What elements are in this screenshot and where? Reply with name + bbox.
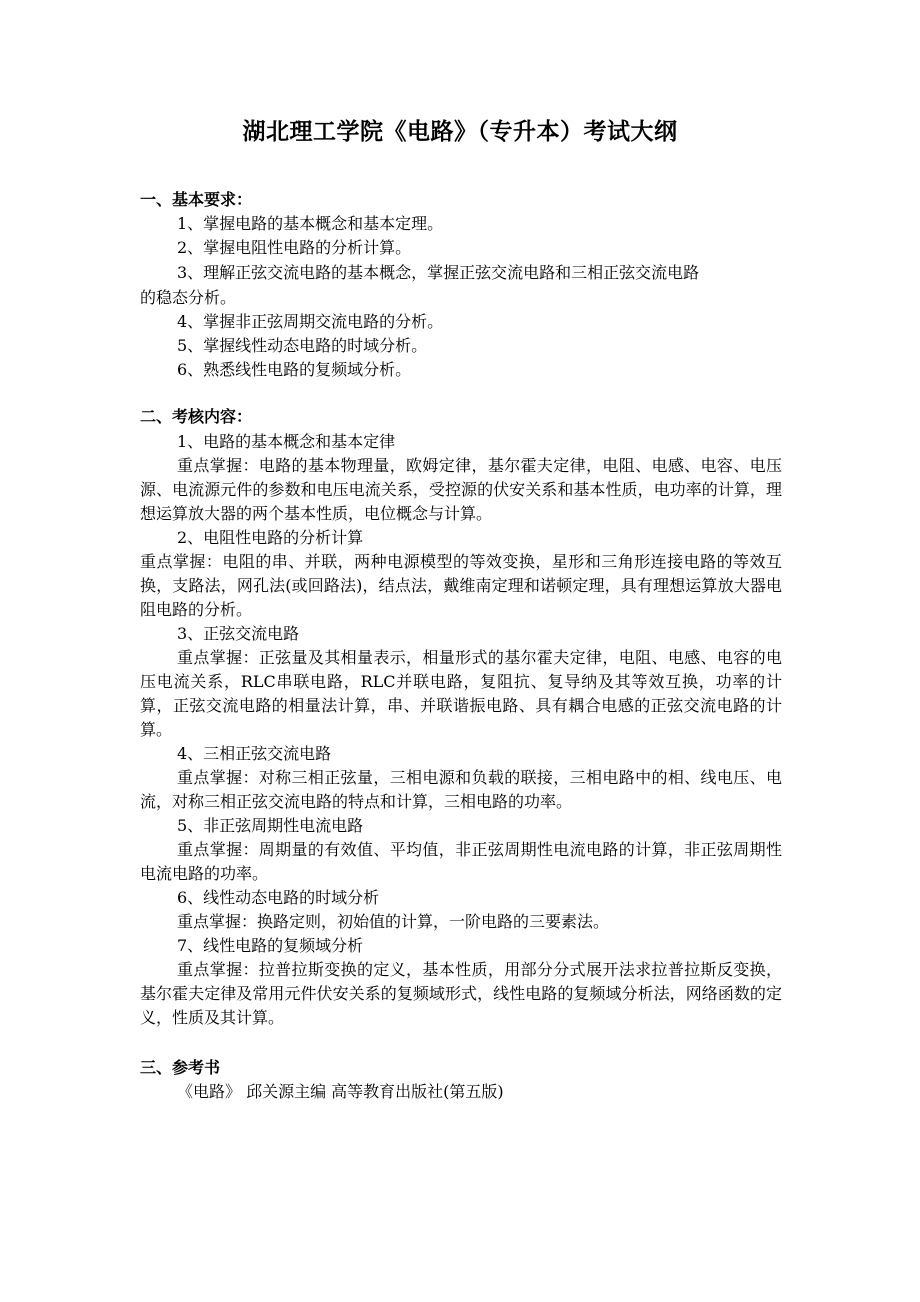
topic-title: 6、线性动态电路的时域分析 [177, 888, 380, 907]
topic-text: 重点掌握：拉普拉斯变换的定义，基本性质，用部分分式展开法求拉普拉斯反变换，基尔霍夫定律及常用元件伏安关系的复频域形式，线性电路的复频域分析法，网络函数的定义，性质及其计算。 [140, 960, 782, 1027]
topic-title: 4、三相正弦交流电路 [177, 744, 332, 763]
topic-text: 重点掌握：对称三相正弦量，三相电源和负载的联接，三相电路中的相、线电压、电流，对称三相正弦交流电路的特点和计算，三相电路的功率。 [140, 768, 782, 811]
section-heading-basic-requirements: 一、基本要求： [140, 190, 253, 209]
requirement-item-continuation: 的稳态分析。 [140, 288, 237, 307]
document-title: 湖北理工学院《电路》（专升本）考试大纲 [242, 119, 678, 145]
topic-title: 5、非正弦周期性电流电路 [177, 816, 364, 835]
reference-book: 《电路》 邱关源主编 高等教育出版社(第五版) [177, 1082, 504, 1101]
topic-title: 2、电阻性电路的分析计算 [177, 528, 364, 547]
section-heading-exam-content: 二、考核内容： [140, 407, 253, 426]
requirement-item: 2、掌握电阻性电路的分析计算。 [177, 238, 412, 257]
requirement-item: 1、掌握电路的基本概念和基本定理。 [177, 214, 444, 233]
topic-title: 7、线性电路的复频域分析 [177, 936, 364, 955]
topic-text: 重点掌握：电路的基本物理量，欧姆定律，基尔霍夫定律，电阻、电感、电容、电压源、电流源元件的参数和电压电流关系，受控源的伏安关系和基本性质，电功率的计算，理想运算放大器的两个基本性质，电位概念与计算。 [140, 456, 782, 523]
topic-text: 重点掌握：电阻的串、并联，两种电源模型的等效变换，星形和三角形连接电路的等效互换，支路法，网孔法(或回路法)，结点法，戴维南定理和诺顿定理，具有理想运算放大器电阻电路的分析。 [140, 552, 782, 619]
topic-title: 3、正弦交流电路 [177, 624, 300, 643]
section-heading-reference-books: 三、参考书 [140, 1058, 221, 1077]
topic-text: 重点掌握：正弦量及其相量表示，相量形式的基尔霍夫定律，电阻、电感、电容的电压电流关系，RLC串联电路，RLC并联电路，复阻抗、复导纳及其等效互换，功率的计算，正弦交流电路的相量法计算，串、并联谐振电路、具有耦合电感的正弦交流电路的计算。 [140, 648, 782, 739]
requirement-item: 5、掌握线性动态电路的时域分析。 [177, 336, 428, 355]
topic-text: 重点掌握：换路定则，初始值的计算，一阶电路的三要素法。 [177, 912, 610, 931]
topic-text: 重点掌握：周期量的有效值、平均值，非正弦周期性电流电路的计算，非正弦周期性电流电路的功率。 [140, 840, 782, 883]
topic-title: 1、电路的基本概念和基本定律 [177, 432, 396, 451]
requirement-item: 4、掌握非正弦周期交流电路的分析。 [177, 312, 444, 331]
requirement-item: 6、熟悉线性电路的复频域分析。 [177, 360, 412, 379]
requirement-item: 3、理解正弦交流电路的基本概念，掌握正弦交流电路和三相正弦交流电路 [177, 263, 700, 282]
